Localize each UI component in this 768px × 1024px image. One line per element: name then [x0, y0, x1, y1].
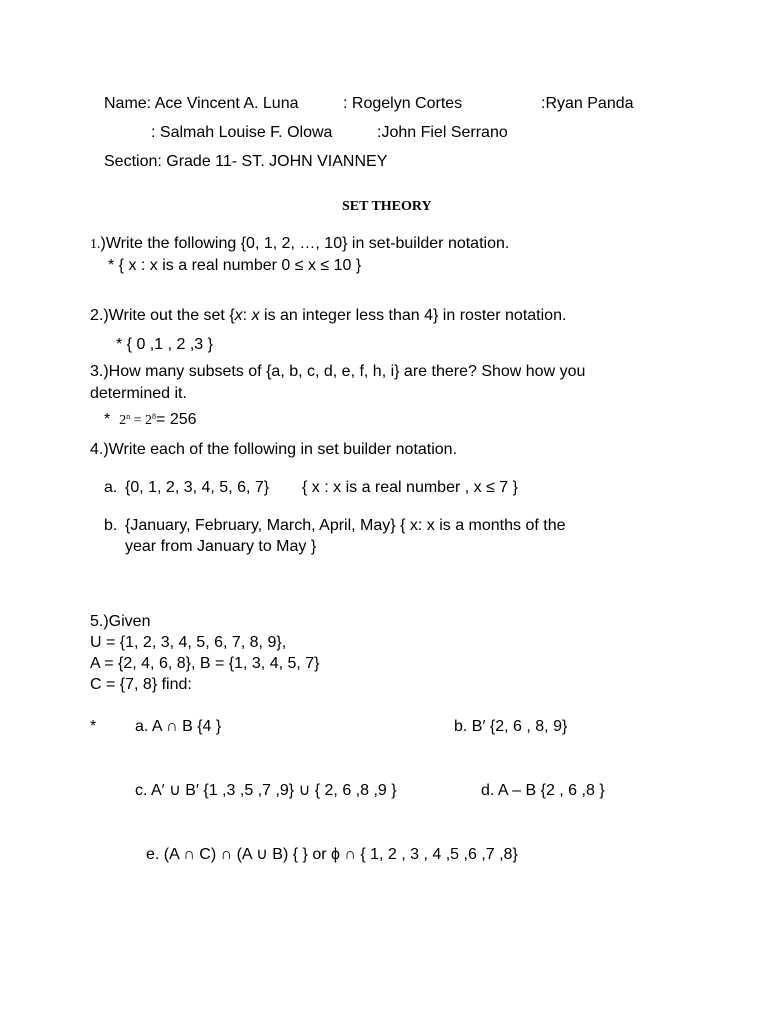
answer-4a: { x : x is a real number , x ≤ 7 } [302, 479, 518, 496]
answer-3-equals: = [130, 413, 146, 428]
name-rogelyn: : Rogelyn Cortes [343, 95, 463, 112]
question-1-number: 1. [90, 237, 101, 252]
question-1-text: )Write the following {0, 1, 2, …, 10} in set-builder notation. [100, 235, 510, 252]
question-4a-label: a. [104, 479, 118, 496]
answer-3-result: = 256 [156, 411, 197, 428]
answer-5c: c. A′ ∪ B′ {1 ,3 ,5 ,7 ,9} ∪ { 2, 6 ,8 ,9 } [135, 782, 397, 799]
answer-2: * { 0 ,1 , 2 ,3 } [116, 336, 213, 353]
question-2-var-x2: x [251, 307, 260, 324]
question-4a-set: {0, 1, 2, 3, 4, 5, 6, 7} [125, 479, 270, 496]
name-salmah: : Salmah Louise F. Olowa [151, 124, 333, 141]
name-ryan: :Ryan Panda [541, 95, 634, 112]
answer-3-power-2: $2^8$ [145, 412, 157, 428]
question-2-mid: : [242, 307, 252, 324]
answer-3-power-1: 2$^n$ [119, 412, 131, 428]
answer-3-bullet: * [104, 411, 111, 428]
question-4b-label: b. [104, 517, 118, 534]
answer-5a: a. A ∩ B {4 } [135, 718, 222, 735]
question-1 [90, 234, 509, 255]
answer-5-bullet: * [90, 718, 97, 735]
answer-5e: e. (A ∩ C) ∩ (A ∪ B) { } or ϕ ∩ { 1, 2 , 3 , 4 ,5 ,6 ,7 ,8} [146, 846, 518, 863]
section-line: Section: Grade 11- ST. JOHN VIANNEY [104, 153, 388, 170]
name-john: :John Fiel Serrano [377, 124, 508, 141]
question-4: 4.)Write each of the following in set builder notation. [90, 441, 458, 458]
question-5-given: 5.)Given [90, 613, 151, 630]
answer-3 [104, 410, 197, 431]
question-2-post: is an integer less than 4} in roster notation. [259, 307, 567, 324]
question-4b-line-2: year from January to May } [125, 538, 317, 555]
answer-1: * { x : x is a real number 0 ≤ x ≤ 10 } [108, 257, 362, 274]
answer-5d: d. A – B {2 , 6 ,8 } [481, 782, 605, 799]
names-line-1 [104, 94, 299, 114]
question-5-universal-set: U = {1, 2, 3, 4, 5, 6, 7, 8, 9}, [90, 634, 287, 651]
question-3-line-2: determined it. [90, 385, 187, 402]
question-3-line-1: 3.)How many subsets of {a, b, c, d, e, f, h, i} are there? Show how you [90, 363, 586, 380]
question-2 [90, 306, 566, 326]
question-5-set-c: C = {7, 8} find: [90, 676, 192, 693]
answer-5b: b. B′ {2, 6 , 8, 9} [454, 718, 568, 735]
page-title: SET THEORY [342, 199, 432, 214]
question-4b-line-1: {January, February, March, April, May} { x: x is a months of the [125, 517, 566, 534]
name-ace: Name: Ace Vincent A. Luna [104, 95, 299, 112]
question-2-var-x: x [234, 307, 243, 324]
question-2-pre: 2.)Write out the set { [90, 307, 235, 324]
question-5-sets-a-b: A = {2, 4, 6, 8}, B = {1, 3, 4, 5, 7} [90, 655, 320, 672]
